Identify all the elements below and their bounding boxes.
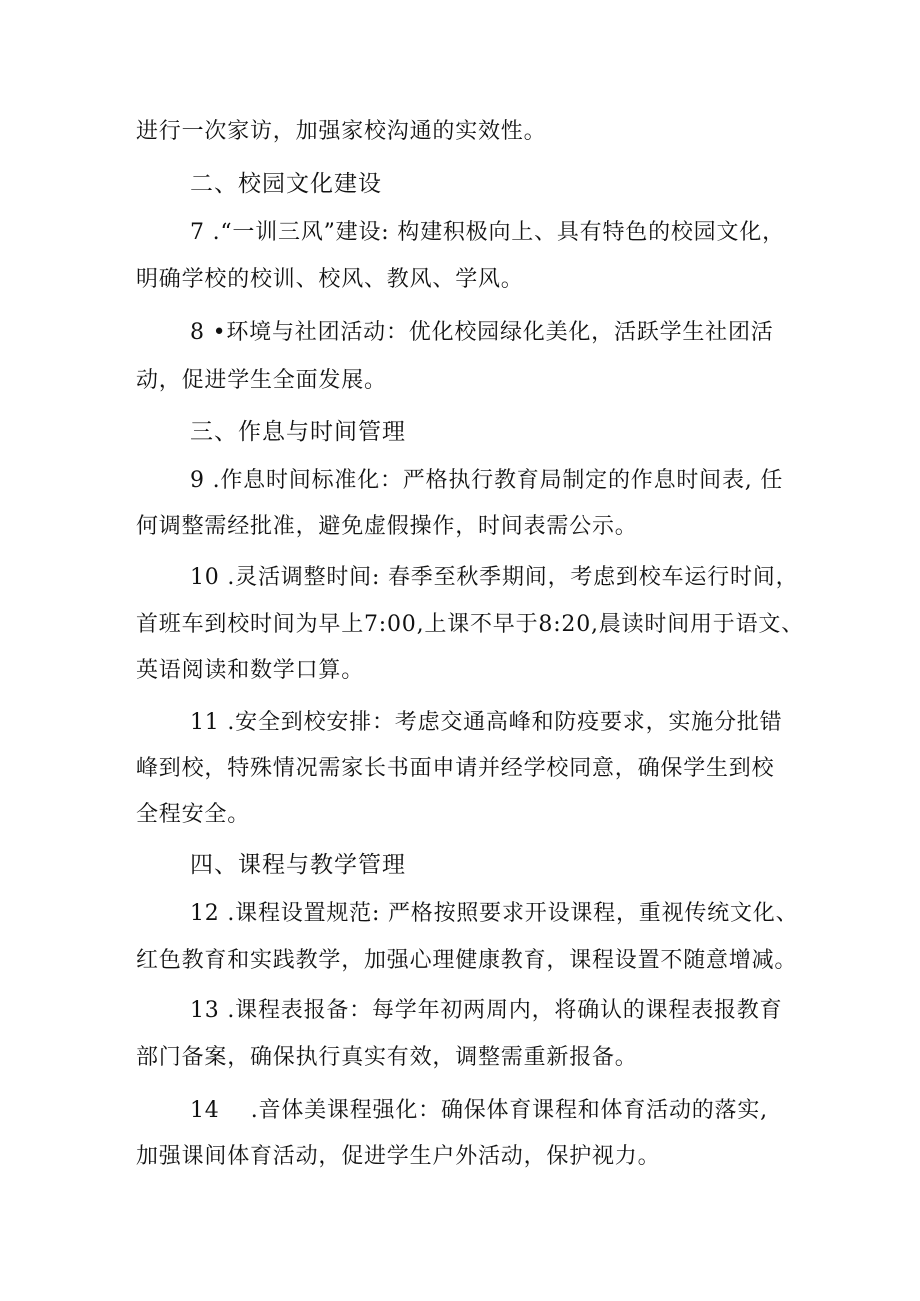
- item-13-line-1: 13 .课程表报备：每学年初两周内，将确认的课程表报教育: [190, 998, 783, 1023]
- item-10-line-3: 英语阅读和数学口算。: [136, 658, 365, 683]
- item-14-line-2: 加强课间体育活动，促进学生户外活动，保护视力。: [136, 1144, 661, 1169]
- item-9-line-2: 何调整需经批准，避免虚假操作，时间表需公示。: [136, 514, 638, 539]
- item-11-line-3: 全程安全。: [136, 802, 251, 827]
- item-7-line-2: 明确学校的校训、校风、教风、学风。: [136, 267, 524, 292]
- item-11-line-2: 峰到校，特殊情况需家长书面申请并经学校同意，确保学生到校: [136, 756, 775, 781]
- item-12-line-1: 12 .课程设置规范: 严格按照要求开设课程，重视传统文化、: [190, 901, 799, 926]
- item-8-line-1: 8 •环境与社团活动：优化校园绿化美化，活跃学生社团活: [190, 320, 774, 345]
- item-10-line-1: 10 .灵活调整时间: 春季至秋季期间，考虑到校车运行时间，: [190, 565, 799, 590]
- item-12-line-2: 红色教育和实践教学，加强心理健康教育，课程设置不随意增减。: [136, 948, 798, 973]
- item-14-line-1: 14 .音体美课程强化：确保体育课程和体育活动的落实,: [190, 1098, 768, 1123]
- intro-line: 进行一次家访，加强家校沟通的实效性。: [136, 119, 547, 144]
- item-11-line-1: 11 .安全到校安排：考虑交通高峰和防疫要求，实施分批错: [190, 710, 783, 735]
- section-2-heading: 二、校园文化建设: [190, 171, 382, 197]
- item-10-line-2: 首班车到校时间为早上7:00,上课不早于8:20,晨读时间用于语文、: [136, 612, 804, 637]
- item-13-line-2: 部门备案，确保执行真实有效，调整需重新报备。: [136, 1045, 638, 1070]
- item-8-line-2: 动，促进学生全面发展。: [136, 368, 387, 393]
- section-3-heading: 三、作息与时间管理: [190, 419, 406, 445]
- section-4-heading: 四、课程与教学管理: [190, 852, 406, 878]
- item-7-line-1: 7 .“一训三风”建设: 构建积极向上、具有特色的校园文化，: [190, 220, 785, 245]
- item-9-line-1: 9 .作息时间标准化：严格执行教育局制定的作息时间表, 任: [190, 468, 784, 493]
